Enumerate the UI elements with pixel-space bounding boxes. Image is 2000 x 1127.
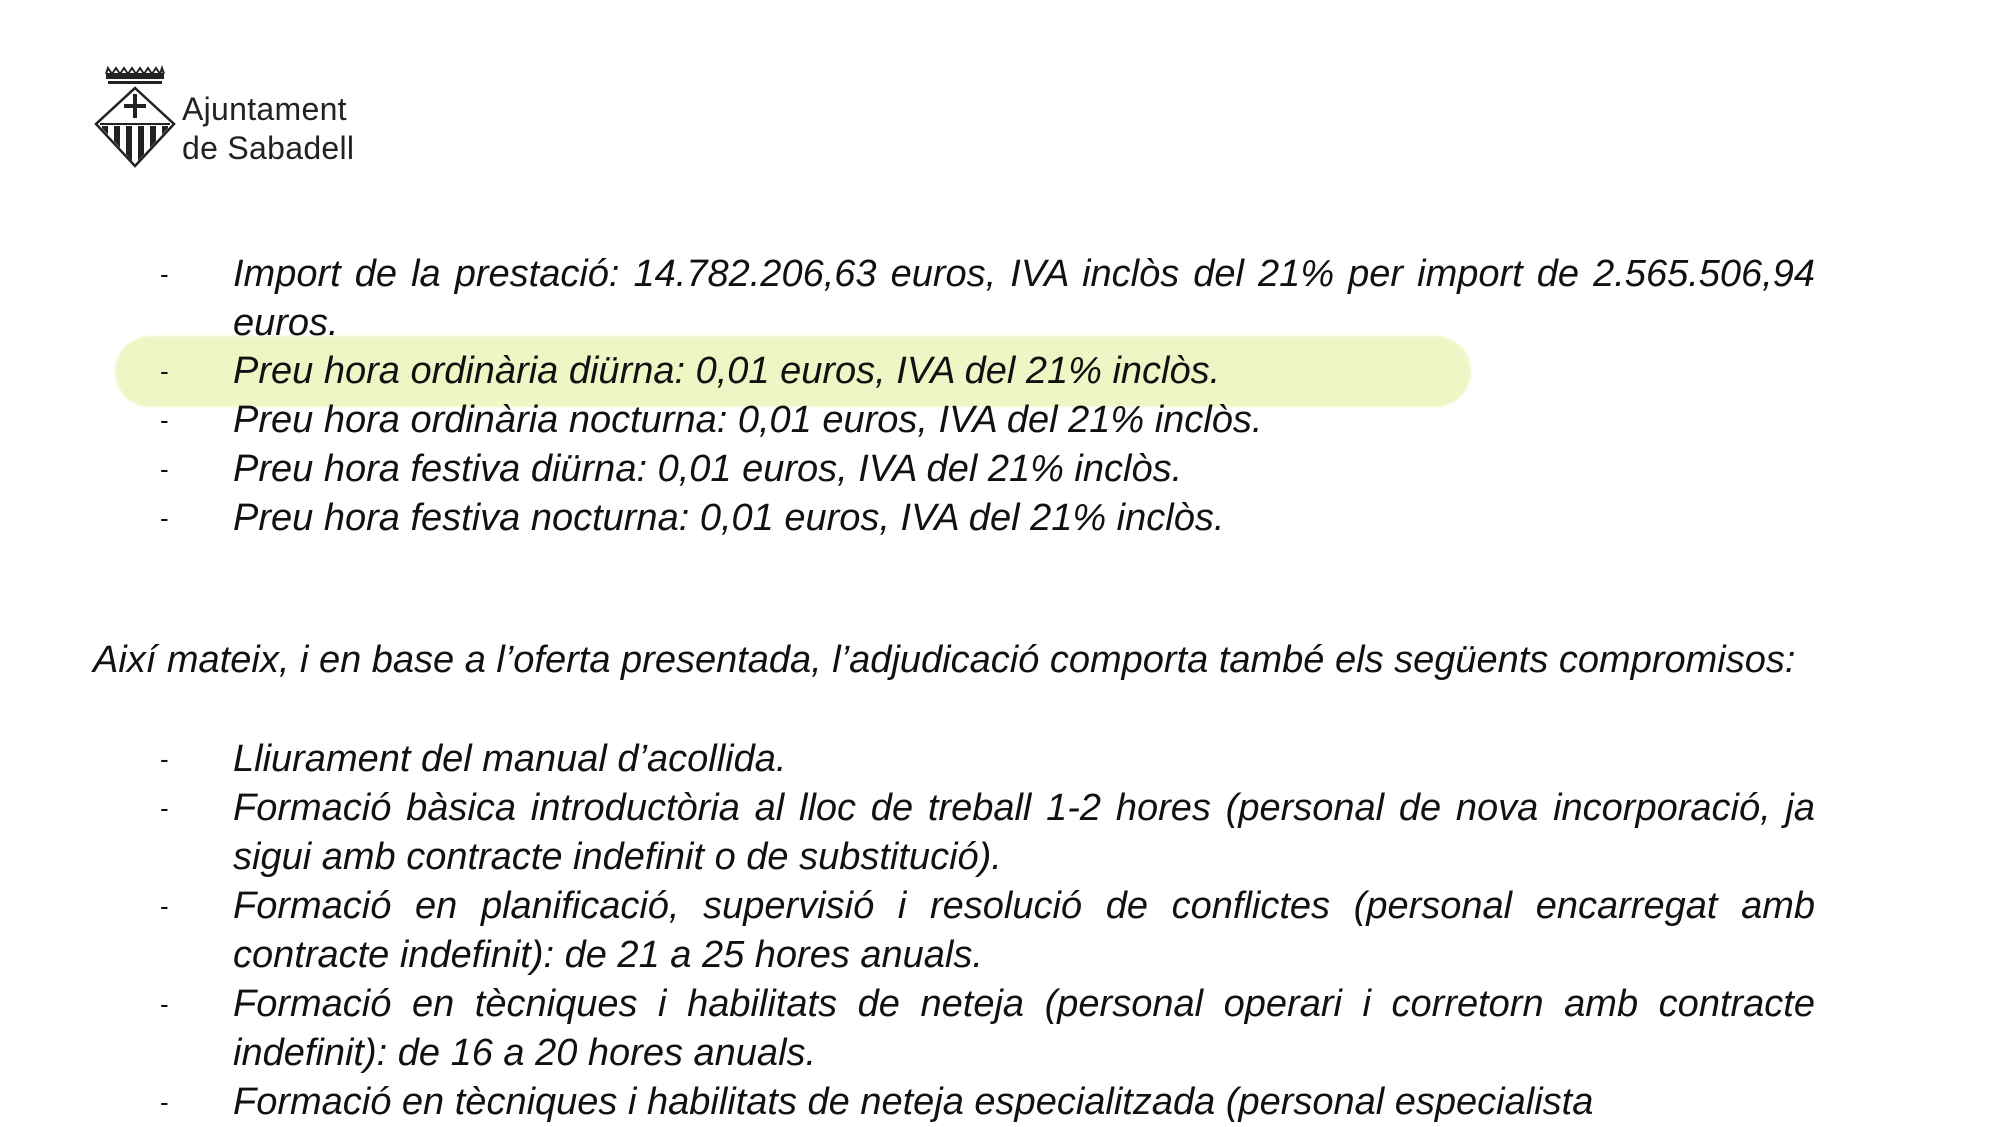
list-bullet: - [160,1087,169,1117]
list-bullet: - [160,454,169,484]
list-item-text: Preu hora festiva diürna: 0,01 euros, IVA del 21% inclòs. [233,448,1183,490]
list-item-text: Import de la prestació: 14.782.206,63 euros, IVA inclòs del 21% per import de 2.565.506,94 euros. [233,253,1815,344]
list-bullet: - [160,405,169,435]
list-bullet: - [160,503,169,533]
list-bullet: - [160,793,169,823]
list-bullet: - [160,259,169,289]
list-item-text: Preu hora ordinària diürna: 0,01 euros, IVA del 21% inclòs. [233,350,1221,392]
list-item-text: Lliurament del manual d’acollida. [233,738,787,780]
body-paragraph: Així mateix, i en base a l’oferta presentada, l’adjudicació comporta també els següents compromisos: [93,639,1796,681]
list-item [0,735,1815,784]
list-item [0,445,1815,494]
list-bullet: - [160,744,169,774]
list-item-text: Formació bàsica introductòria al lloc de treball 1-2 hores (personal de nova incorporació, ja sigui amb contracte indefinit o de substitució). [233,787,1815,878]
prices-list [0,250,2000,543]
list-item-text: Preu hora ordinària nocturna: 0,01 euros, IVA del 21% inclòs. [233,399,1263,441]
list-item-text: Formació en tècniques i habilitats de neteja (personal operari i corretorn amb contracte indefinit): de 16 a 20 hores anuals. [233,983,1815,1074]
organization-name [182,90,354,168]
list-bullet: - [160,891,169,921]
list-item-text: Formació en planificació, supervisió i resolució de conflictes (personal encarregat amb contracte indefinit): de 21 a 25 hores anuals. [233,885,1815,976]
list-item [0,980,1815,1078]
list-item-text: Preu hora festiva nocturna: 0,01 euros, IVA del 21% inclòs. [233,497,1225,539]
list-item [0,1078,1815,1127]
list-item [0,784,1815,882]
list-bullet: - [160,989,169,1019]
organization-name-line1: Ajuntament [182,91,347,127]
list-item-text: Formació en tècniques i habilitats de neteja especialitzada (personal especialista [233,1081,1594,1123]
list-item-highlighted [0,347,1815,396]
list-item [0,250,1815,348]
list-bullet: - [160,356,169,386]
list-item [0,882,1815,980]
commitments-list [0,735,2000,1127]
list-item [0,494,1815,543]
coat-of-arms-icon [92,66,180,170]
ajuntament-logo [92,66,412,176]
organization-name-line2: de Sabadell [182,130,355,166]
list-item [0,396,1815,445]
